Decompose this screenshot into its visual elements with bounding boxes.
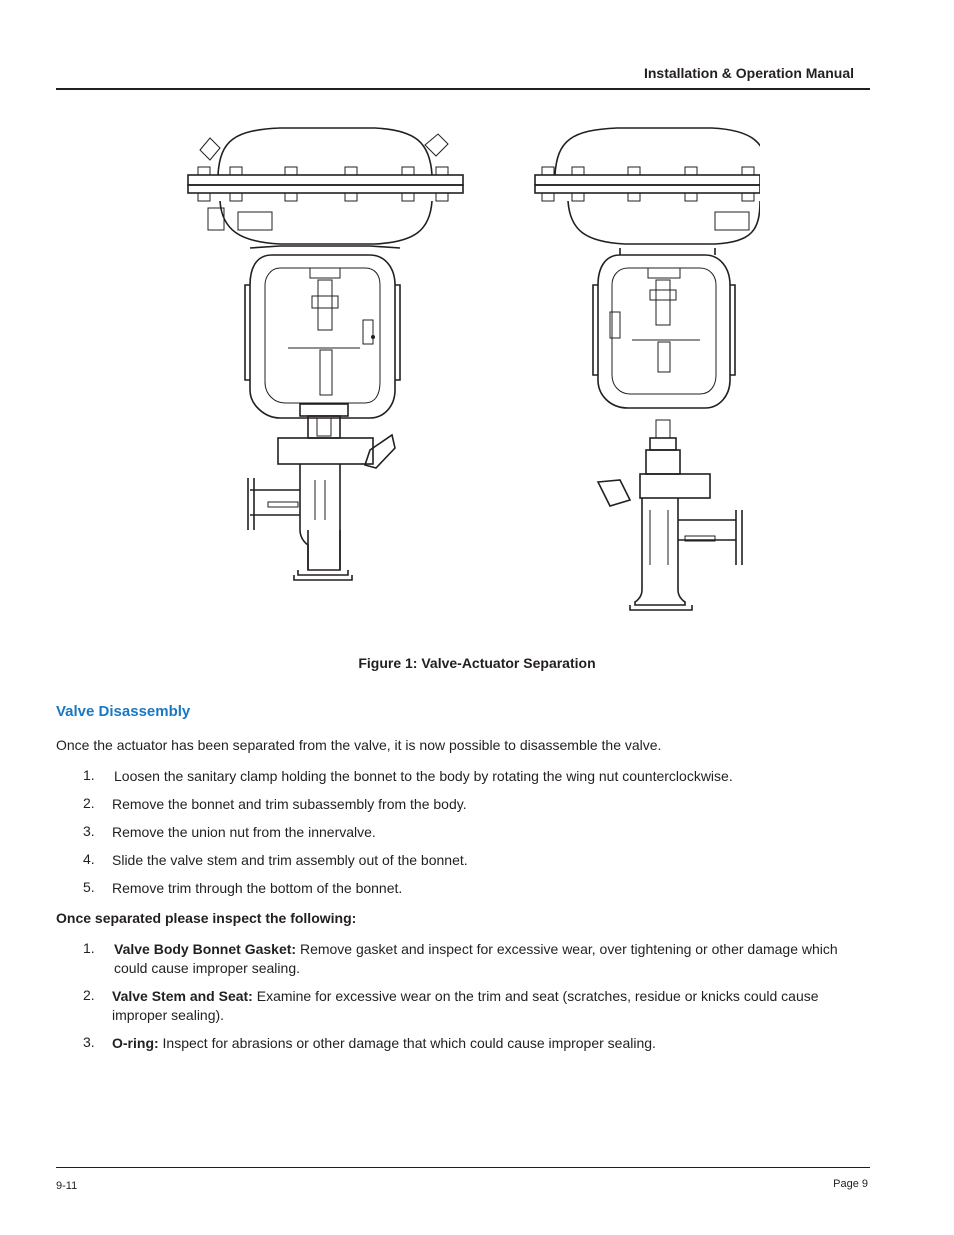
inspect-label: Valve Body Bonnet Gasket:	[114, 941, 297, 957]
inspect-heading: Once separated please inspect the following:	[56, 910, 357, 926]
inspect-label: O-ring:	[112, 1035, 159, 1051]
inspect-text	[114, 940, 872, 978]
separated-valve-drawing	[535, 128, 760, 610]
inspect-description: Inspect for abrasions or other damage that which could cause improper sealing.	[158, 1035, 656, 1051]
step-text: Loosen the sanitary clamp holding the bonnet to the body by rotating the wing nut counterclockwise.	[114, 768, 733, 784]
step-text: Slide the valve stem and trim assembly out of the bonnet.	[112, 852, 468, 868]
step-number: 5.	[83, 879, 95, 895]
step-text: Remove the bonnet and trim subassembly from the body.	[112, 796, 467, 812]
header-rule	[56, 88, 870, 90]
inspect-number: 3.	[83, 1034, 95, 1050]
inspect-label: Valve Stem and Seat:	[112, 988, 253, 1004]
inspect-text	[112, 987, 870, 1025]
step-text: Remove trim through the bottom of the bonnet.	[112, 880, 403, 896]
intro-paragraph: Once the actuator has been separated from the valve, it is now possible to disassemble the valve.	[56, 737, 662, 753]
valve-actuator-drawing	[180, 120, 760, 620]
page-number: Page 9	[833, 1178, 868, 1190]
inspect-description: Remove gasket and inspect for excessive wear, over tightening or other damage which could cause improper sealing.	[114, 941, 838, 976]
step-number: 3.	[83, 823, 95, 839]
step-number: 2.	[83, 795, 95, 811]
figure-caption: Figure 1: Valve-Actuator Separation	[358, 655, 596, 671]
inspect-text	[112, 1034, 870, 1053]
step-text: Remove the union nut from the innervalve.	[112, 824, 376, 840]
inspect-number: 2.	[83, 987, 95, 1003]
inspect-number: 1.	[83, 940, 95, 956]
document-code: 9-11	[56, 1180, 78, 1192]
step-number: 1.	[83, 767, 95, 783]
step-number: 4.	[83, 851, 95, 867]
assembled-valve-drawing	[188, 128, 463, 580]
valve-actuator-figure	[180, 120, 760, 620]
section-heading: Valve Disassembly	[56, 703, 191, 720]
footer-rule	[56, 1167, 870, 1168]
inspect-description: Examine for excessive wear on the trim and seat (scratches, residue or knicks could cause improper sealing).	[112, 988, 819, 1023]
manual-title: Installation & Operation Manual	[643, 65, 854, 81]
